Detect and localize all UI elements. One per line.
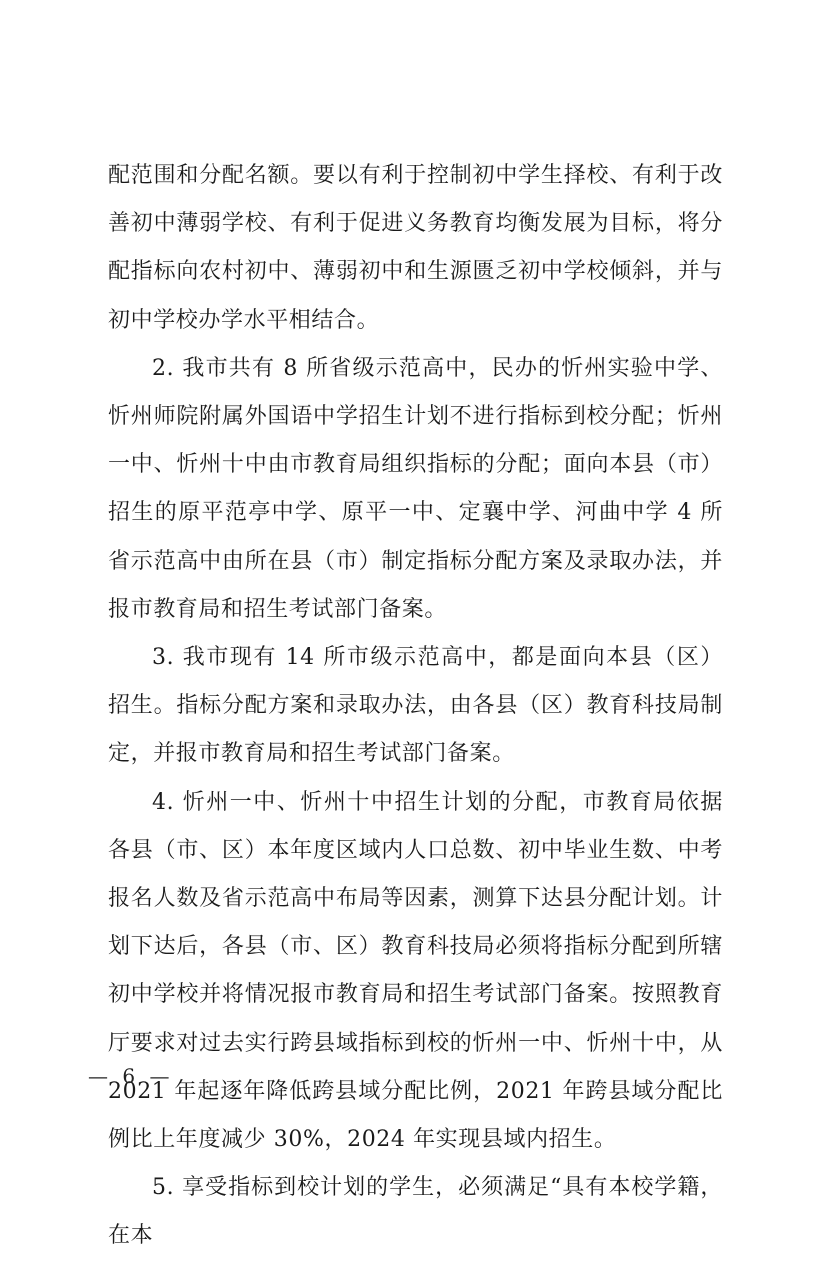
paragraph-item-2: 2. 我市共有 8 所省级示范高中，民办的忻州实验中学、忻州师院附属外国语中学招生计划不进行指标到校分配；忻州一中、忻州十中由市教育局组织指标的分配；面向本县（市）招生的原平范亭中学、原平一中、定襄中学、河曲中学 4 所省示范高中由所在县（市）制定指标分配方案及录取办法，并报市教育局和招生考试部门备案。 bbox=[108, 355, 723, 622]
page-number: — 6 — bbox=[88, 1064, 174, 1088]
paragraph-continuation: 配范围和分配名额。要以有利于控制初中学生择校、有利于改善初中薄弱学校、有利于促进义务教育均衡发展为目标，将分配指标向农村初中、薄弱初中和生源匮乏初中学校倾斜，并与初中学校办学水平相结合。 bbox=[108, 163, 723, 333]
body-text bbox=[108, 152, 723, 1261]
paragraph-item-4: 4. 忻州一中、忻州十中招生计划的分配，市教育局依据各县（市、区）本年度区域内人口总数、初中毕业生数、中考报名人数及省示范高中布局等因素，测算下达县分配计划。计划下达后，各县（市、区）教育科技局必须将指标分配到所辖初中学校并将情况报市教育局和招生考试部门备案。按照教育厅要求对过去实行跨县域指标到校的忻州一中、忻州十中，从 2021 年起逐年降低跨县域分配比例，2021 年跨县域分配比例比上年度减少 30%，2024 年实现县域内招生。 bbox=[108, 789, 723, 1153]
paragraph-item-3: 3. 我市现有 14 所市级示范高中，都是面向本县（区）招生。指标分配方案和录取办法，由各县（区）教育科技局制定，并报市教育局和招生考试部门备案。 bbox=[108, 645, 723, 767]
paragraph-item-5: 5. 享受指标到校计划的学生，必须满足“具有本校学籍，在本 bbox=[108, 1175, 723, 1249]
